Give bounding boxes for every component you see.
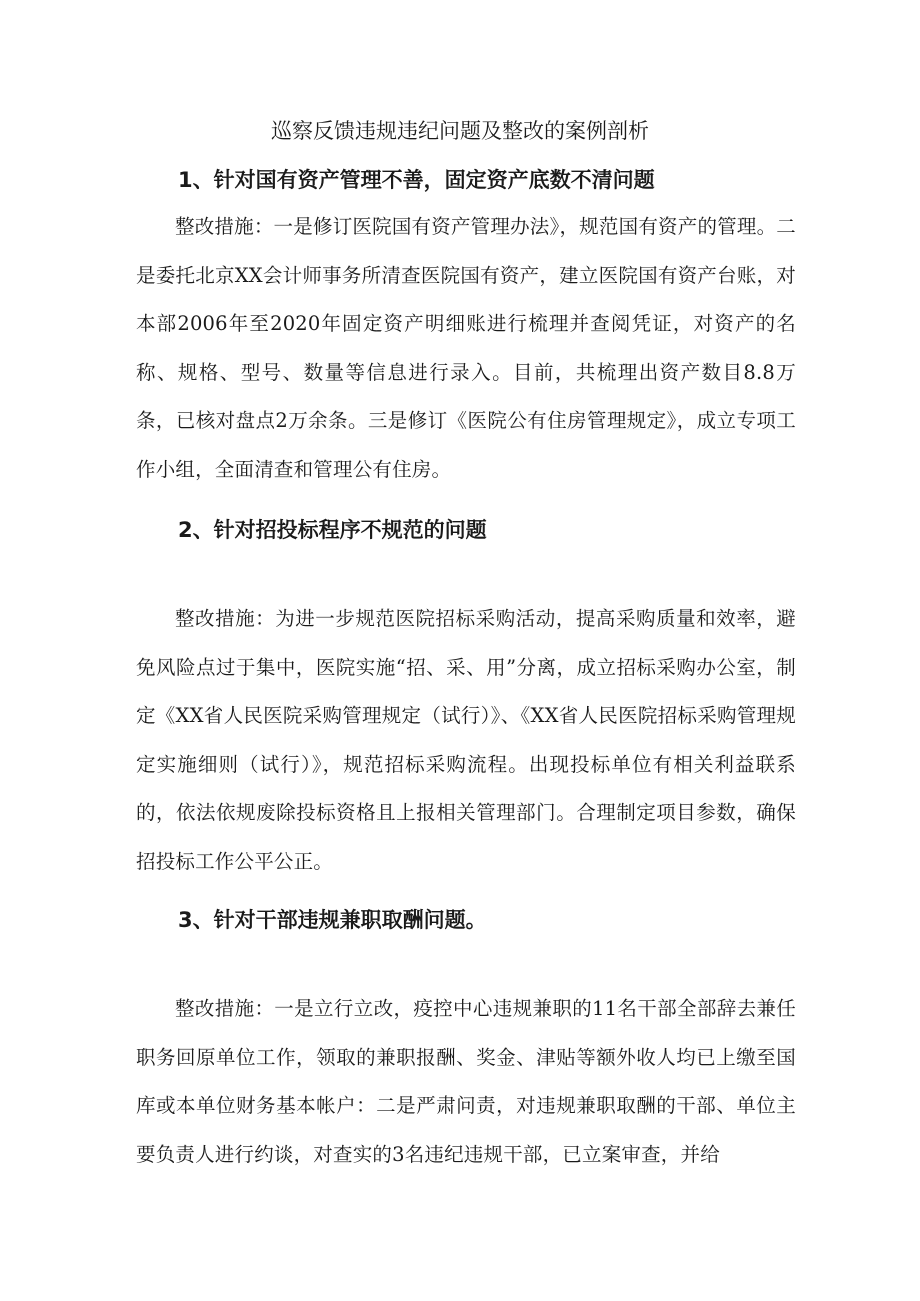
section-1-heading: 1、针对国有资产管理不善，固定资产底数不清问题 — [178, 168, 655, 192]
section-3-heading: 3、针对干部违规兼职取酬问题。 — [178, 908, 487, 932]
section-3-body: 整改措施：一是立行立改，疫控中心违规兼职的11名干部全部辞去兼任职务回原单位工作，领取的兼职报酬、奖金、津贴等额外收人均已上缴至国库或本单位财务基本帐户：二是严肃问责，对违规兼职取酬的干部、单位主要负责人进行约谈，对查实的3名违纪违规干部，已立案审查，并给 — [136, 997, 796, 1166]
section-1-body: 整改措施：一是修订医院国有资产管理办法》，规范国有资产的管理。二是委托北京XX会计师事务所清查医院国有资产，建立医院国有资产台账，对本部2006年至2020年固定资产明细账进行梳理并查阅凭证，对资产的名称、规格、型号、数量等信息进行录入。目前，共梳理出资产数目8.8万条，已核对盘点2万余条。三是修订《医院公有住房管理规定》，成立专项工作小组，全面清查和管理公有住房。 — [136, 215, 796, 481]
section-2-heading: 2、针对招投标程序不规范的问题 — [178, 518, 487, 542]
document-title: 巡察反馈违规违纪问题及整改的案例剖析 — [271, 119, 649, 143]
section-2-body: 整改措施：为进一步规范医院招标采购活动，提高采购质量和效率，避免风险点过于集中，医院实施“招、采、用”分离，成立招标采购办公室，制定《XX省人民医院采购管理规定（试行）》、《XX省人民医院招标采购管理规定实施细则（试行）》，规范招标采购流程。出现投标单位有相关利益联系的，依法依规废除投标资格且上报相关管理部门。合理制定项目参数，确保招投标工作公平公正。 — [136, 607, 796, 873]
